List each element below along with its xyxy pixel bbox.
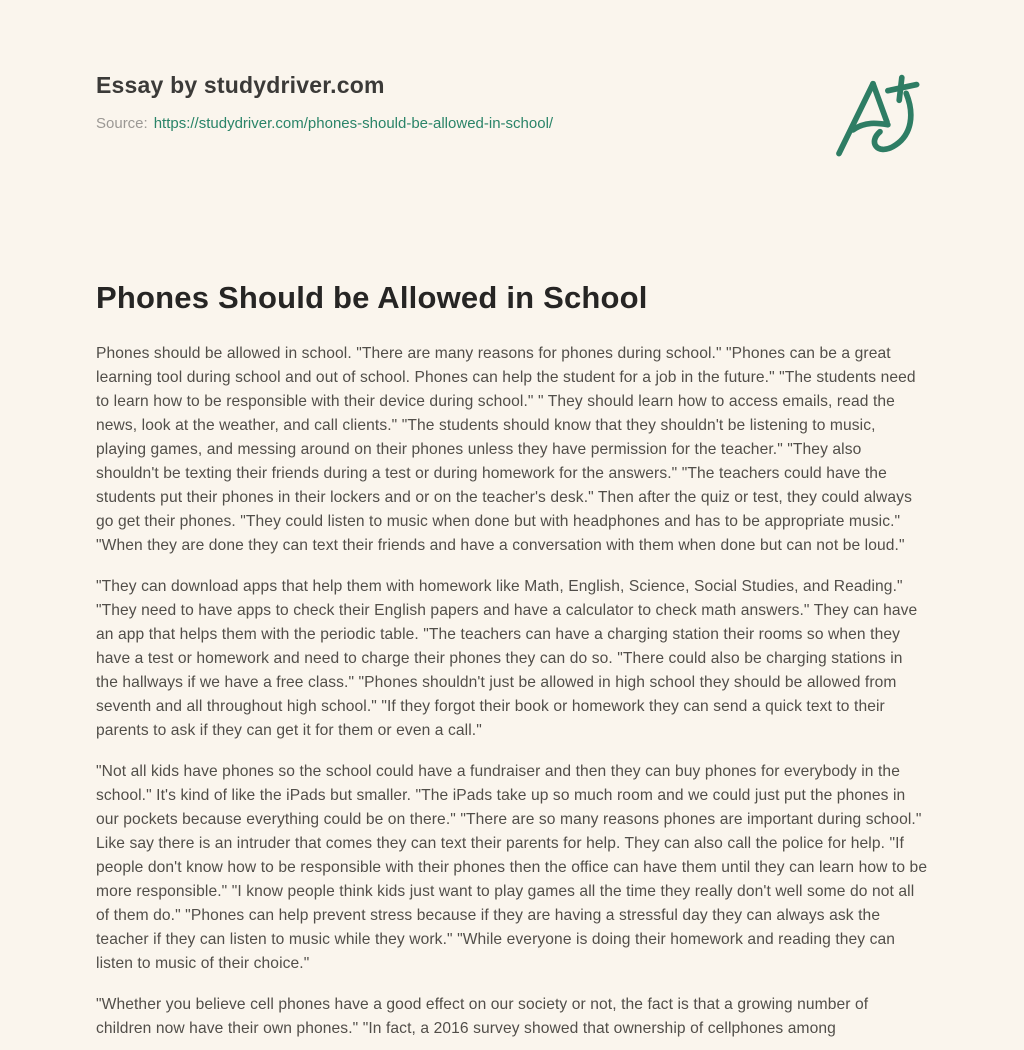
source-label: Source: [96, 115, 148, 132]
brand-title: Essay by studydriver.com [96, 72, 385, 98]
source-line [96, 115, 553, 132]
essay-title: Phones Should be Allowed in School [96, 280, 648, 315]
essay-paragraph-4: "Whether you believe cell phones have a good effect on our society or not, the fact is that a growing number of children now have their own phones." "In fact, a 2016 survey showed that ownership of cellphones among [96, 996, 869, 1037]
essay-paragraph-2: "They can download apps that help them with homework like Math, English, Science, Social Studies, and Reading." "They need to have apps to check their English papers and have a calculator to check math answers." They can have an app that helps them with the periodic table. "The teachers can have a charging station their rooms so when they have a test or homework and need to charge their phones they can do so. "There could also be charging stations in the hallways if we have a free class." "Phones shouldn't just be allowed in high school they should be allowed from seventh and all throughout high school." "If they forgot their book or homework they can send a quick text to their parents to ask if they can get it for them or even a call." [96, 578, 918, 739]
header [96, 72, 928, 164]
essay-paragraph-1: Phones should be allowed in school. "There are many reasons for phones during school." "Phones can be a great learning tool during school and out of school. Phones can help the student for a job in the future." "The students need to learn how to be responsible with their device during school." " They should learn how to access emails, read the news, look at the weather, and call clients." "The students should know that they shouldn't be listening to music, playing games, and messing around on their phones unless they have permission for the teacher." "They also shouldn't be texting their friends during a test or during homework for the answers." "The teachers could have the students put their phones in their lockers and or on the teacher's desk." Then after the quiz or test, they could always go get their phones. "They could listen to music when done but with headphones and has to be appropriate music." "When they are done they can text their friends and have a conversation with them when done but can not be loud." [96, 345, 916, 554]
header-text-block [96, 72, 553, 132]
source-link[interactable]: https://studydriver.com/phones-should-be-allowed-in-school/ [153, 115, 554, 132]
essay-body [96, 280, 928, 1041]
essay-paragraph-3: "Not all kids have phones so the school could have a fundraiser and then they can buy phones for everybody in the school." It's kind of like the iPads but smaller. "The iPads take up so much room and we could just put the phones in our pockets because everything could be on there." "There are so many reasons phones are important during school." Like say there is an intruder that comes they can text their parents for help. They can also call the police for help. "If people don't know how to be responsible with their phones then the office can have them until they can learn how to be more responsible." "I know people think kids just want to play games all the time they really don't well some do not all of them do." "Phones can help prevent stress because if they are having a stressful day they can always ask the teacher if they can listen to music while they work." "While everyone is doing their homework and reading they can listen to music of their choice." [96, 763, 928, 972]
a-plus-logo-icon [832, 68, 928, 164]
